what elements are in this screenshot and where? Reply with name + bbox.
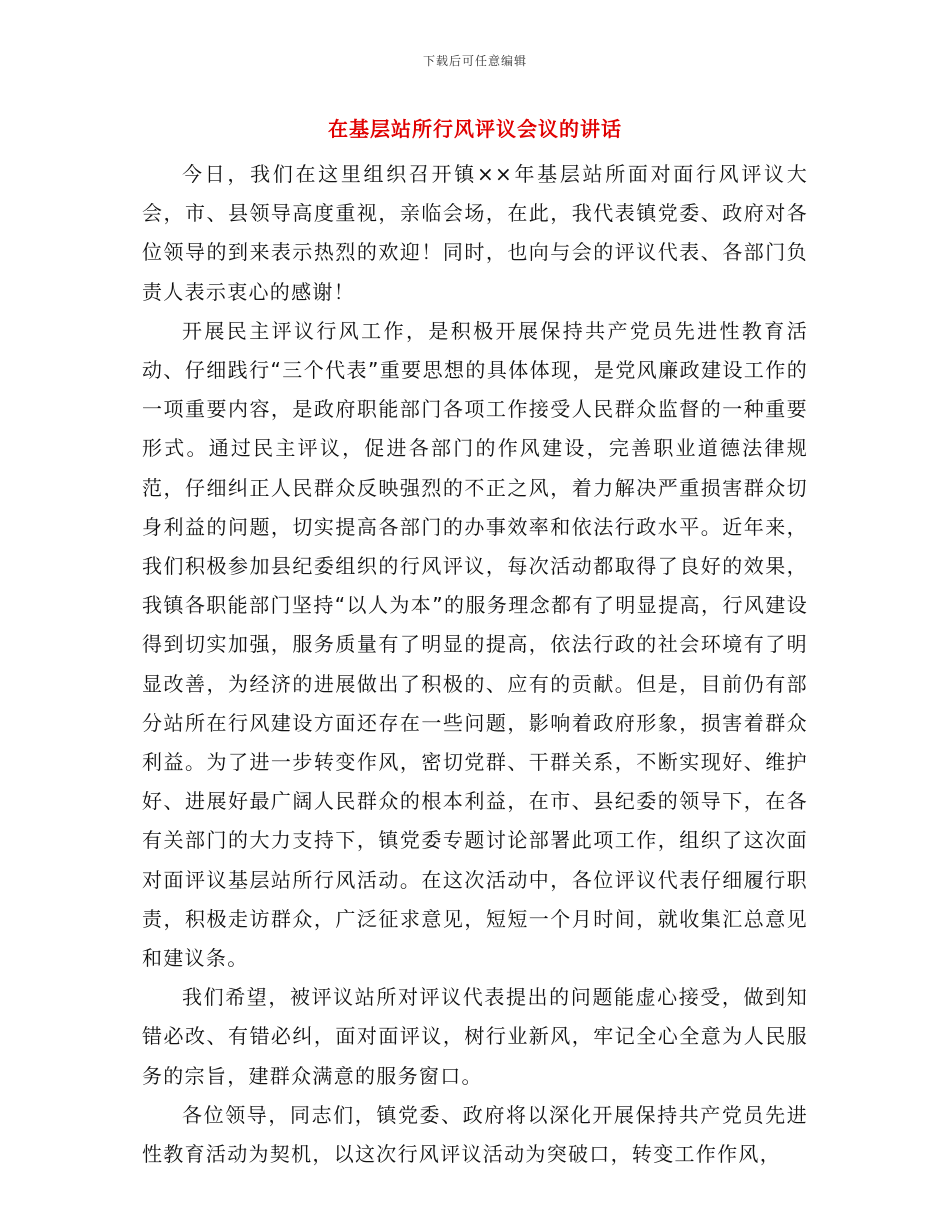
paragraph-3: 我们希望，被评议站所对评议代表提出的问题能虚心接受，做到知错必改、有错必纠，面对面评议，树行业新风，牢记全心全意为人民服务的宗旨，建群众满意的服务窗口。 — [142, 985, 808, 1088]
paragraph-4: 各位领导，同志们，镇党委、政府将以深化开展保持共产党员先进性教育活动为契机，以这次行风评议活动为突破口，转变工作作风， — [142, 1102, 808, 1167]
document-body — [142, 155, 808, 1174]
header-note: 下载后可任意编辑 — [422, 54, 527, 68]
paragraph-2: 开展民主评议行风工作，是积极开展保持共产党员先进性教育活动、仔细践行“三个代表”重要思想的具体体现，是党风廉政建设工作的一项重要内容，是政府职能部门各项工作接受人民群众监督的一种重要形式。通过民主评议，促进各部门的作风建设，完善职业道德法律规范，仔细纠正人民群众反映强烈的不正之风，着力解决严重损害群众切身利益的问题，切实提高各部门的办事效率和依法行政水平。近年来，我们积极参加县纪委组织的行风评议，每次活动都取得了良好的效果，我镇各职能部门坚持“以人为本”的服务理念都有了明显提高，行风建设得到切实加强，服务质量有了明显的提高，依法行政的社会环境有了明显改善，为经济的进展做出了积极的、应有的贡献。但是，目前仍有部分站所在行风建设方面还存在一些问题，影响着政府形象，损害着群众利益。为了进一步转变作风，密切党群、干群关系，不断实现好、维护好、进展好最广阔人民群众的根本利益，在市、县纪委的领导下，在各有关部门的大力支持下，镇党委专题讨论部署此项工作，组织了这次面对面评议基层站所行风活动。在这次活动中，各位评议代表仔细履行职责，积极走访群众，广泛征求意见，短短一个月时间，就收集汇总意见和建议条。 — [142, 318, 808, 971]
paragraph-1: 今日，我们在这里组织召开镇××年基层站所面对面行风评议大会，市、县领导高度重视，亲临会场，在此，我代表镇党委、政府对各位领导的到来表示热烈的欢迎！同时，也向与会的评议代表、各部门负责人表示衷心的感谢！ — [142, 162, 808, 304]
document-title: 在基层站所行风评议会议的讲话 — [328, 117, 622, 141]
